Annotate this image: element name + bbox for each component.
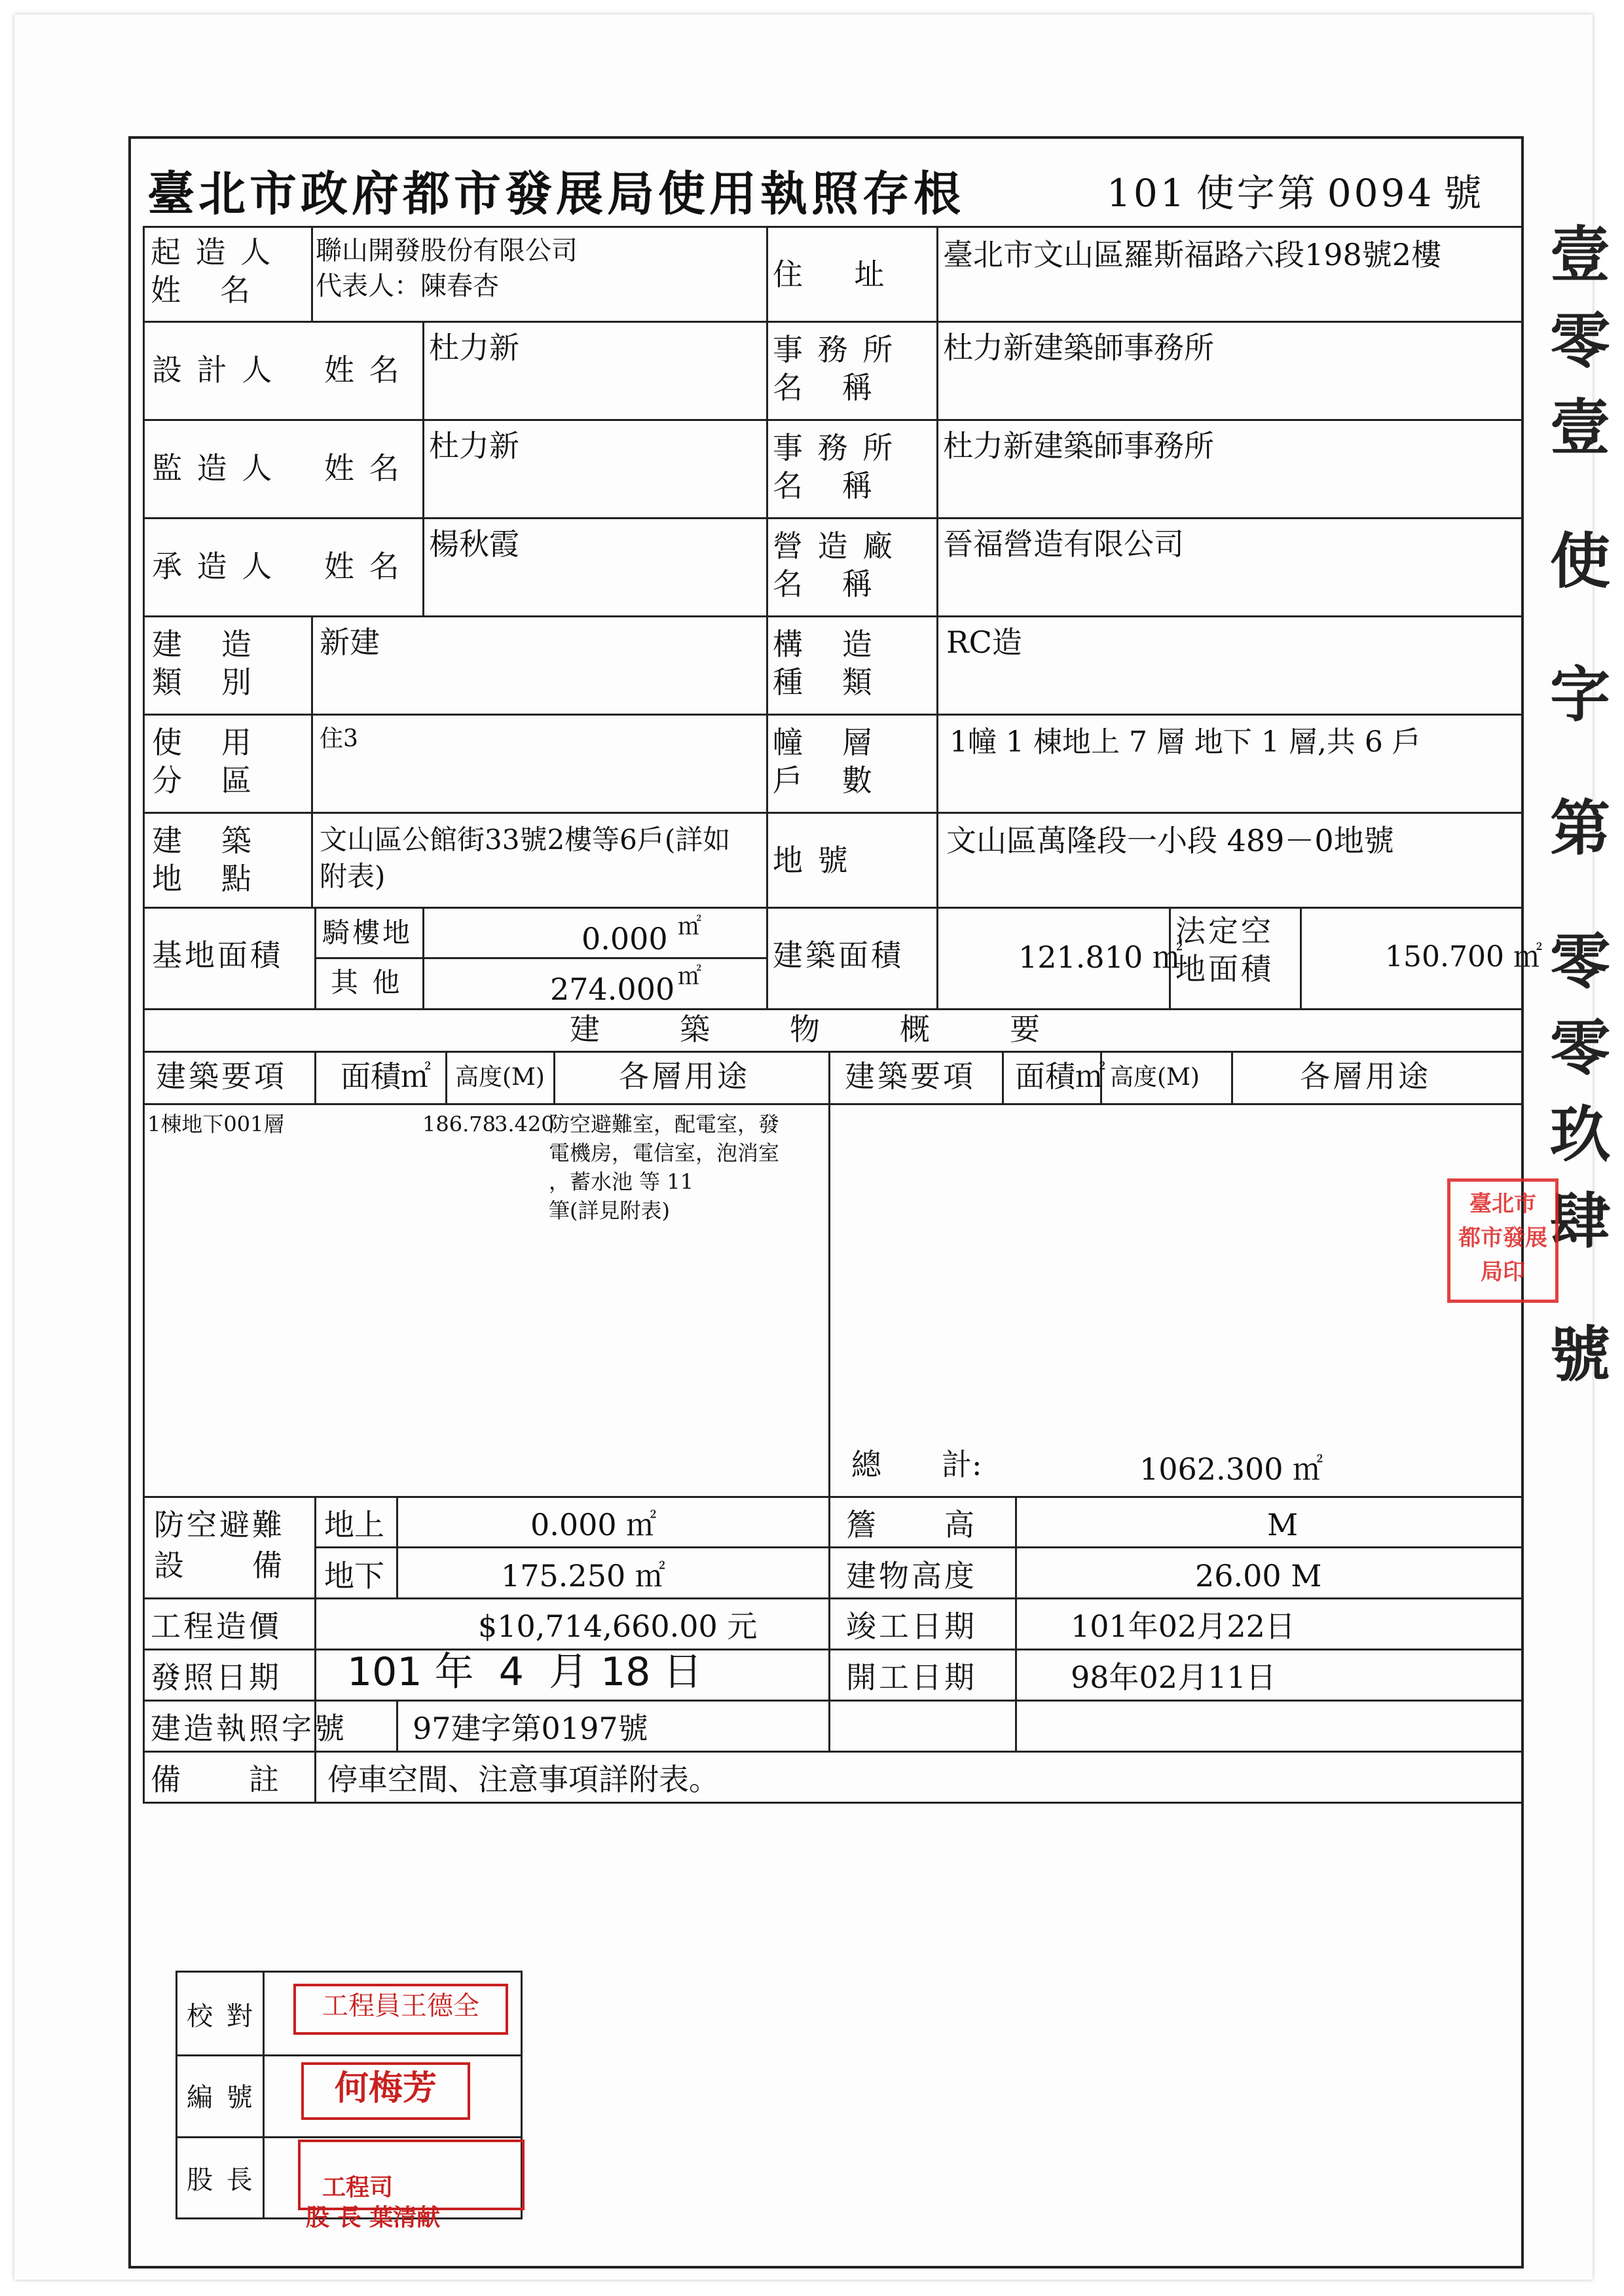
table-rule xyxy=(936,226,938,1008)
construction-permit-label: 建造執照字號 xyxy=(151,1711,347,1746)
official-seal xyxy=(1447,1178,1559,1303)
total-label: 總 計: xyxy=(851,1447,982,1482)
shelter-above-label: 地上 xyxy=(324,1507,384,1542)
completion-value: 101年02月22日 xyxy=(1071,1609,1295,1644)
table-rule xyxy=(143,615,1524,617)
table-rule xyxy=(143,419,1524,421)
table-rule xyxy=(143,907,1524,909)
designer-firm-label: 事 務 所 名 稱 xyxy=(773,332,896,405)
bldg-height-label: 建物高度 xyxy=(846,1558,977,1594)
designer-firm-value: 杜力新建築師事務所 xyxy=(943,330,1214,365)
side-strip-text: 壹零壹 使 字 第 零零玖肆 號 xyxy=(1540,223,1611,1410)
shelter-below-value: 175.250 ㎡ xyxy=(501,1558,665,1594)
struct-type-value: RC造 xyxy=(946,625,1022,660)
shelter-below-label: 地下 xyxy=(324,1558,384,1594)
table-rule xyxy=(143,1496,1524,1498)
site-area-label: 基地面積 xyxy=(152,938,283,973)
table-rule xyxy=(143,1700,1524,1702)
eave-value: M xyxy=(1267,1507,1299,1542)
table-rule xyxy=(314,1051,316,1103)
row-height: 3.420 xyxy=(494,1112,555,1137)
table-rule xyxy=(143,321,1524,323)
designer-name-label: 姓 名 xyxy=(324,352,402,388)
summary-header: 建 築 物 概 要 xyxy=(570,1011,1046,1047)
table-rule xyxy=(143,226,1524,228)
table-rule xyxy=(828,1496,830,1751)
building-area-value: 121.810 ㎡ xyxy=(1018,939,1183,975)
row-item: 1棟地下001層 xyxy=(147,1112,285,1137)
site-value: 文山區公館街33號2樓等6戶(詳如 附表) xyxy=(320,824,731,892)
struct-type-label: 構 造 種 類 xyxy=(773,627,875,700)
table-rule xyxy=(1015,1496,1017,1751)
arcade-unit: ㎡ xyxy=(678,913,702,940)
table-rule xyxy=(143,1802,1524,1804)
lot-no-value: 文山區萬隆段一小段 489－0地號 xyxy=(946,823,1394,858)
chief-stamp-text: 工程司 股 長 葉清献 xyxy=(306,2174,441,2231)
table-rule xyxy=(422,321,424,615)
use-zone-label: 使 用 分 區 xyxy=(152,725,254,798)
open-space-label: 法定空 地面積 xyxy=(1175,913,1274,987)
supervisor-label: 監 造 人 xyxy=(152,450,275,486)
building-area-label: 建築面積 xyxy=(773,938,904,973)
use-zone-value: 住3 xyxy=(320,725,358,752)
table-rule xyxy=(553,1051,555,1103)
applicant-label: 起 造 人 姓 名 xyxy=(151,234,274,308)
col-height-left: 高度(M) xyxy=(455,1064,545,1091)
table-rule xyxy=(143,226,145,1802)
col-item-right: 建築要項 xyxy=(845,1059,976,1094)
side-strip xyxy=(1540,223,1611,1859)
address-label: 住 址 xyxy=(773,257,887,292)
contractor-label: 營 造 廠 名 稱 xyxy=(773,528,896,602)
cost-label: 工程造價 xyxy=(151,1609,282,1644)
table-rule xyxy=(766,226,768,1008)
number-label: 編 號 xyxy=(187,2083,255,2113)
table-rule xyxy=(143,517,1524,519)
shelter-label: 防空避難 設 備 xyxy=(154,1507,285,1583)
check-label: 校 對 xyxy=(187,2001,255,2032)
total-value: 1062.300 ㎡ xyxy=(1139,1451,1323,1487)
bldg-height-value: 26.00 M xyxy=(1195,1558,1322,1594)
shelter-above-value: 0.000 ㎡ xyxy=(530,1507,657,1542)
supervisor-name-label: 姓 名 xyxy=(324,450,402,486)
builder-label: 承 造 人 xyxy=(152,549,275,584)
start-date-label: 開工日期 xyxy=(846,1660,977,1695)
row-area: 186.78 xyxy=(422,1112,496,1137)
floors-label: 幢 層 戶 數 xyxy=(773,725,875,798)
remarks-label: 備 註 xyxy=(151,1762,282,1797)
build-type-label: 建 造 類 別 xyxy=(152,627,254,700)
table-rule xyxy=(314,957,766,959)
table-rule xyxy=(422,907,424,1008)
lot-no-label: 地 號 xyxy=(773,843,851,878)
applicant-value: 聯山開發股份有限公司 代表人：陳春杏 xyxy=(316,236,578,301)
other-unit: ㎡ xyxy=(678,963,702,990)
table-rule xyxy=(828,1051,830,1496)
permit-prefix: 使字第 xyxy=(1196,171,1318,215)
col-use-left: 各層用途 xyxy=(619,1059,750,1094)
col-use-right: 各層用途 xyxy=(1300,1059,1431,1094)
document-title: 臺北市政府都市發展局使用執照存根 xyxy=(147,166,965,221)
table-rule xyxy=(263,1973,265,2219)
table-rule xyxy=(314,1546,1524,1548)
issue-date-value: 101 年 4 月 18 日 xyxy=(347,1649,703,1695)
table-rule xyxy=(314,907,316,1008)
arcade-label: 騎樓地 xyxy=(322,917,413,949)
official-seal-text: 臺北市 都市發展 局印 xyxy=(1458,1191,1547,1285)
address-value: 臺北市文山區羅斯福路六段198號2樓 xyxy=(943,237,1442,272)
permit-serial: 0094 xyxy=(1327,171,1435,215)
table-rule xyxy=(1002,1051,1004,1103)
table-rule xyxy=(177,2054,523,2056)
eave-label: 簷 高 xyxy=(846,1507,977,1542)
supervisor-firm-value: 杜力新建築師事務所 xyxy=(943,428,1214,464)
remarks-value: 停車空間、注意事項詳附表。 xyxy=(327,1762,719,1797)
builder-name-label: 姓 名 xyxy=(324,549,402,584)
arcade-area-value: 0.000 xyxy=(581,921,668,957)
completion-label: 竣工日期 xyxy=(846,1609,977,1644)
table-rule xyxy=(1300,907,1302,1008)
builder-value: 楊秋霞 xyxy=(429,526,519,562)
col-area-right: 面積㎡ xyxy=(1015,1059,1105,1094)
chief-stamp xyxy=(298,2140,525,2231)
table-rule xyxy=(445,1051,447,1103)
cost-value: $10,714,660.00 元 xyxy=(478,1609,758,1644)
table-rule xyxy=(143,1103,1524,1105)
table-rule xyxy=(143,812,1524,814)
table-rule xyxy=(143,714,1524,716)
issue-date-label: 發照日期 xyxy=(151,1660,282,1695)
construction-permit-value: 97建字第0197號 xyxy=(413,1711,648,1746)
start-date-value: 98年02月11日 xyxy=(1071,1660,1276,1695)
table-rule xyxy=(396,1496,398,1597)
permit-year: 101 xyxy=(1107,171,1187,215)
supervisor-value: 杜力新 xyxy=(429,428,519,464)
open-space-value: 150.700 ㎡ xyxy=(1385,940,1542,974)
designer-label: 設 計 人 xyxy=(152,352,275,388)
table-rule xyxy=(1231,1051,1233,1103)
check-stamp-text: 工程員王德全 xyxy=(322,1991,479,2021)
table-rule xyxy=(143,1051,1524,1053)
chief-label: 股 長 xyxy=(187,2165,255,2195)
other-label: 其 他 xyxy=(331,966,403,998)
table-rule xyxy=(311,226,313,321)
table-rule xyxy=(314,1751,316,1802)
supervisor-firm-label: 事 務 所 名 稱 xyxy=(773,430,896,503)
contractor-value: 晉福營造有限公司 xyxy=(943,526,1184,562)
site-label: 建 築 地 點 xyxy=(152,823,254,896)
permit-suffix: 號 xyxy=(1443,171,1485,215)
designer-value: 杜力新 xyxy=(429,330,519,365)
table-rule xyxy=(314,1496,316,1597)
table-rule xyxy=(396,1700,398,1751)
number-stamp xyxy=(301,2062,470,2120)
table-rule xyxy=(311,615,313,907)
floors-value: 1幢 1 棟地上 7 層 地下 1 層,共 6 戶 xyxy=(950,725,1421,759)
table-rule xyxy=(177,2136,523,2138)
build-type-value: 新建 xyxy=(320,625,380,660)
number-stamp-text: 何梅芳 xyxy=(334,2068,437,2108)
col-area-left: 面積㎡ xyxy=(341,1059,431,1094)
check-stamp xyxy=(293,1984,508,2035)
col-height-right: 高度(M) xyxy=(1110,1064,1200,1091)
table-rule xyxy=(143,1751,1524,1753)
col-item-left: 建築要項 xyxy=(156,1059,287,1094)
table-rule xyxy=(143,1597,1524,1599)
other-area-value: 274.000 xyxy=(550,972,675,1007)
row-use: 防空避難室，配電室，發 電機房，電信室，泡消室 ，蓄水池 等 11 筆(詳見附表) xyxy=(549,1112,780,1223)
